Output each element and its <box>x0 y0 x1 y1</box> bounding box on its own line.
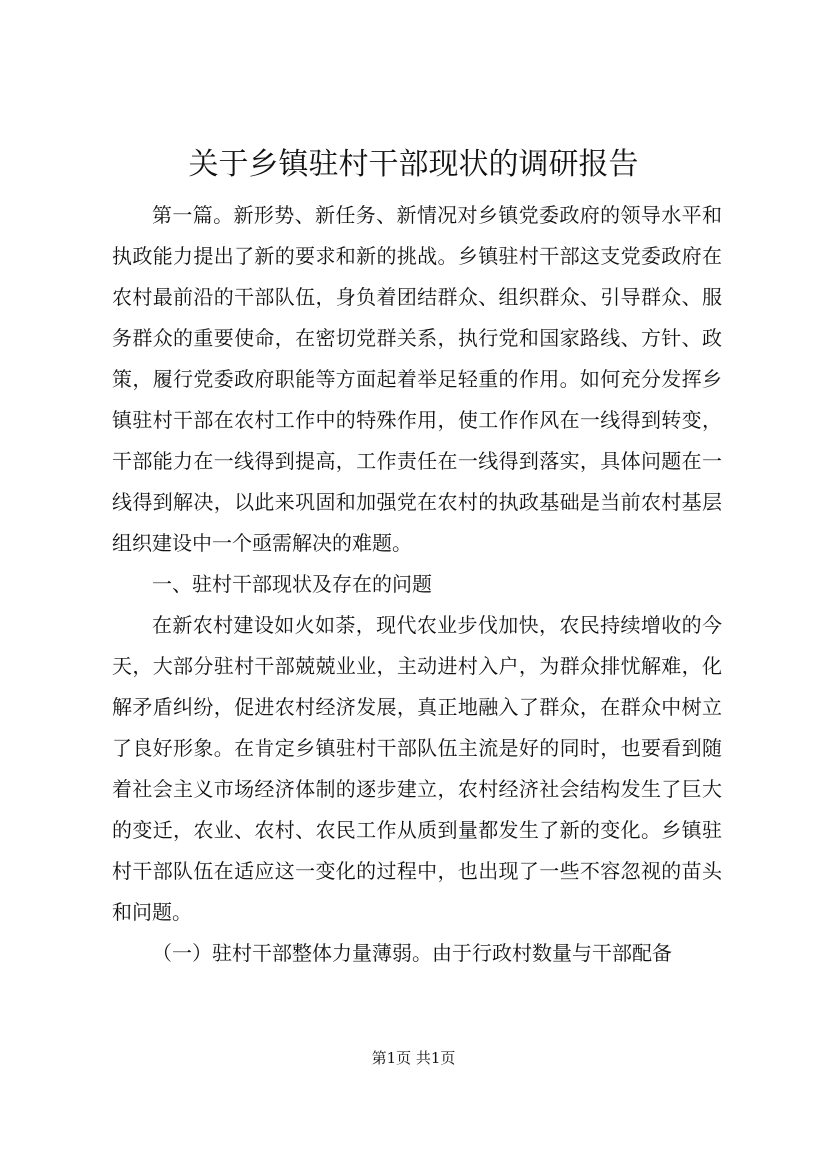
document-body <box>112 195 722 974</box>
section-heading: 一、驻村干部现状及存在的问题 <box>152 572 432 596</box>
paragraph-subsection: （一）驻村干部整体力量薄弱。由于行政村数量与干部配备 <box>152 941 672 965</box>
paragraph-status: 在新农村建设如火如荼，现代农业步伐加快，农民持续增收的今天，大部分驻村干部兢兢业业，主动进村入户，为群众排忧解难，化解矛盾纠纷，促进农村经济发展，真正地融入了群众，在群众中树立了良好形象。在肯定乡镇驻村干部队伍主流是好的同时，也要看到随着社会主义市场经济体制的逐步建立，农村经济社会结构发生了巨大的变迁，农业、农村、农民工作从质到量都发生了新的变化。乡镇驻村干部队伍在适应这一变化的过程中，也出现了一些不容忽视的苗头和问题。 <box>112 613 722 924</box>
page-footer: 第1页 共1页 <box>371 1049 456 1067</box>
document-title: 关于乡镇驻村干部现状的调研报告 <box>188 147 639 182</box>
paragraph-intro: 第一篇。新形势、新任务、新情况对乡镇党委政府的领导水平和执政能力提出了新的要求和新的挑战。乡镇驻村干部这支党委政府在农村最前沿的干部队伍，身负着团结群众、组织群众、引导群众、服务群众的重要使命，在密切党群关系，执行党和国家路线、方针、政策，履行党委政府职能等方面起着举足轻重的作用。如何充分发挥乡镇驻村干部在农村工作中的特殊作用，使工作作风在一线得到转变，干部能力在一线得到提高，工作责任在一线得到落实，具体问题在一线得到解决，以此来巩固和加强党在农村的执政基础是当前农村基层组织建设中一个亟需解决的难题。 <box>112 203 722 555</box>
